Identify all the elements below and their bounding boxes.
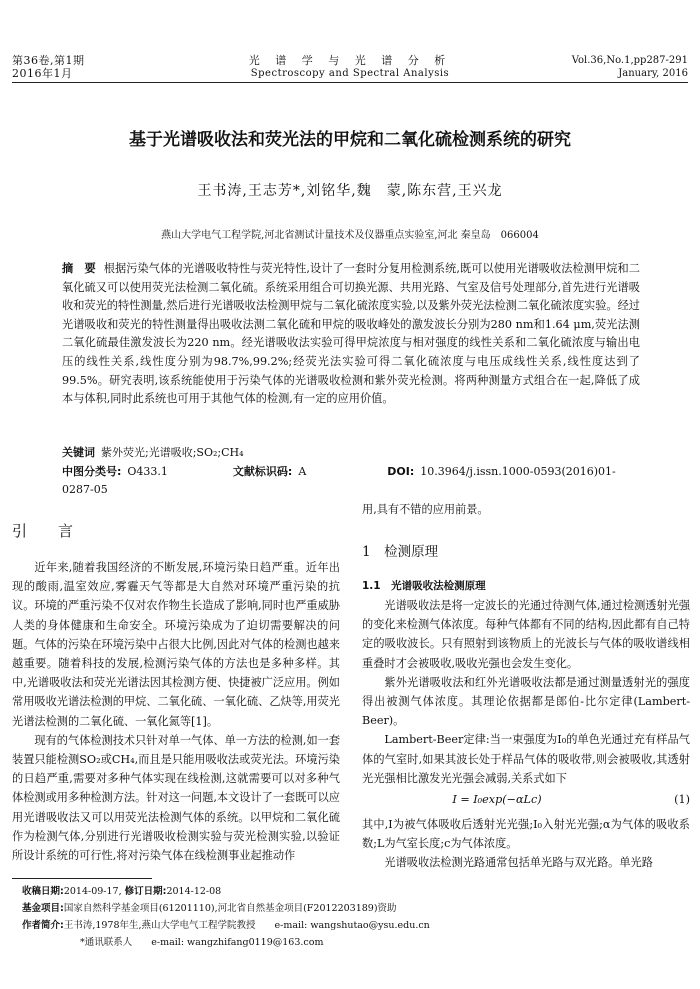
variable-definitions: 其中,I为被气体吸收后透射光光强;I₀入射光光强;α为气体的吸收系数;L为气室长度;c为气体浓度。 (362, 818, 690, 851)
footnote-author (22, 917, 682, 934)
footnote-funding (22, 900, 682, 917)
clc-value: O433.1 (127, 465, 168, 478)
revised-label: 修订日期: (124, 886, 167, 897)
principle-paragraph: 光谱吸收法是将一定波长的光通过待测气体,通过检测透射光强的变化来检测气体浓度。每种气体都有不同的结构,因此都有自己特定的吸收波长。只有照射到该物质上的光波长与气体的吸收谱线相重叠时才会被吸收,吸收光强也会发生变化。 (362, 599, 691, 670)
classification-line (62, 463, 640, 499)
continuation-text: 用,具有不错的应用前景。 (362, 503, 489, 516)
subsection-heading: 1.1 光谱吸收法检测原理 (362, 580, 486, 592)
equation-1 (362, 793, 690, 806)
author-list: 王书涛,王志芳*,刘铭华,魏 蒙,陈东营,王兴龙 (197, 183, 503, 199)
doc-code-label: 文献标识码: (232, 465, 293, 478)
introduction-heading: 引 言 (12, 522, 82, 540)
volume-issue-cn: 第36卷,第1期 (12, 54, 85, 67)
right-column-continuation (362, 500, 690, 519)
affiliation: 燕山大学电气工程学院,河北省测试计量技术及仪器重点实验室,河北 秦皇岛 066004 (161, 230, 539, 241)
author-bio-value: 王书涛,1978年生,燕山大学电气工程学院教授 e-mail: wangshutao@ysu.edu.cn (63, 920, 430, 931)
doi-value: 10.3964/j.issn.1000-0593(2016)01-0287-05 (62, 465, 616, 496)
date-cn: 2016年1月 (12, 67, 73, 80)
principle-paragraph: Lambert-Beer定律:当一束强度为I₀的单色光通过充有样品气体的气室时,如果其波长处于样品气体的吸收带,则会被吸收,其透射光光强相比激发光光强会减弱,关系式如下 (362, 733, 690, 785)
right-column-body (362, 596, 690, 788)
footnote-dates (22, 883, 682, 900)
principle-paragraph: 紫外光谱吸收法和红外光谱吸收法都是通过测量透射光的强度得出被测气体浓度。其理论依据都是郎伯-比尔定律(Lambert-Beer)。 (362, 675, 690, 728)
footnotes (22, 883, 682, 951)
footnote-corresponding: *通讯联系人 e-mail: wangzhifang0119@163.com (80, 937, 324, 948)
date-en: January, 2016 (618, 68, 688, 79)
received-value: 2014-09-17, (63, 886, 122, 897)
journal-name-cn: 光 谱 学 与 光 谱 分 析 (248, 54, 452, 67)
abstract-label: 摘 要 (62, 262, 96, 275)
section-heading: 1 检测原理 (362, 544, 439, 560)
intro-paragraph: 现有的气体检测技术只针对单一气体、单一方法的检测,如一套装置只能检测SO₂或CH₄,而且是只能用吸收法或荧光法。环境污染的日趋严重,需要对多种气体实现在线检测,这就需要可以对多种气体检测或用多种检测方法。针对这一问题,本文设计了一套既可以应用光谱吸收法又可以用荧光法检测气体的系统。以甲烷和二氧化硫作为检测气体,分别进行光谱吸收检测实验与荧光检测实验,以验证所设计系统的可行性,将对污染气体在线检测事业起推动作 (12, 733, 341, 863)
revised-value: 2014-12-08 (166, 886, 222, 897)
funding-label: 基金项目: (22, 903, 64, 914)
keywords (62, 444, 640, 462)
equation-formula: I = I₀exp(−αLc) (452, 793, 542, 806)
running-header-right (572, 54, 688, 80)
author-bio-label: 作者简介: (22, 920, 64, 931)
abstract (62, 260, 640, 409)
right-column-after-equation (362, 815, 690, 873)
intro-paragraph: 近年来,随着我国经济的不断发展,环境污染日趋严重。近年出现的酸雨,温室效应,雾霾天气等都是大自然对环境严重污染的抗议。环境的严重污染不仅对农作物生长造成了影响,同时也严重威胁人类的身体健康和生命安全。环境污染成为了迫切需要解决的问题。气体的污染在环境污染中占很大比例,因此对气体的检测也越来越重要。随着科技的发展,检测污染气体的方法也是多种多样。其中,光谱吸收法和荧光光谱法因其检测方便、快捷被广泛应用。例如常用吸收光谱法检测的甲烷、二氧化硫、一氧化硫、乙炔等,用荧光光谱法检测的二氧化硫、一氧化氮等[1]。 (12, 561, 340, 728)
abstract-text: 根据污染气体的光谱吸收特性与荧光特性,设计了一套时分复用检测系统,既可以使用光谱吸收法检测甲烷和二氧化硫又可以使用荧光法检测二氧化硫。系统采用组合可切换光源、共用光路、气室及信号处理部分,首先进行光谱吸收和荧光的特性测量,然后进行光谱吸收法检测甲烷与二氧化硫浓度实验,以及紫外荧光法检测二氧化硫浓度实验。经过光谱吸收和荧光的特性测量得出吸收法测二氧化硫和甲烷的吸收峰处的激发波长分别为280 nm和1.64 μm,荧光法测二氧化硫最佳激发波长为220 nm。经光谱吸收法实验可得甲烷浓度与相对强度的线性关系和二氧化硫浓度与输出电压的线性关系,线性度分别为98.7%,99.2%;经荧光法实验可得二氧化硫浓度与电压成线性关系,线性度达到了99.5%。研究表明,该系统能使用于污染气体的光谱吸收检测和紫外荧光检测。将两种测量方式组合在一起,降低了成本与体积,同时此系统也可用于其他气体的检测,有一定的应用价值。 (62, 262, 640, 406)
footnote-divider (12, 878, 152, 879)
header-divider (12, 82, 688, 83)
doi-label: DOI: (387, 465, 415, 478)
received-label: 收稿日期: (22, 886, 64, 897)
keywords-label: 关键词 (62, 446, 95, 459)
funding-value: 国家自然科学基金项目(61201110),河北省自然基金项目(F2012203189)资助 (63, 903, 397, 914)
clc-label: 中图分类号: (62, 465, 122, 478)
volume-issue-en: Vol.36,No.1,pp287-291 (571, 55, 688, 66)
journal-name-en: Spectroscopy and Spectral Analysis (250, 68, 450, 79)
keywords-text: 紫外荧光;光谱吸收;SO₂;CH₄ (101, 446, 244, 459)
paper-title: 基于光谱吸收法和荧光法的甲烷和二氧化硫检测系统的研究 (129, 130, 571, 150)
doc-code-value: A (298, 465, 307, 478)
equation-number: (1) (674, 793, 690, 806)
left-column-body (12, 558, 340, 865)
optical-path-paragraph: 光谱吸收法检测光路通常包括单光路与双光路。单光路 (384, 856, 653, 870)
